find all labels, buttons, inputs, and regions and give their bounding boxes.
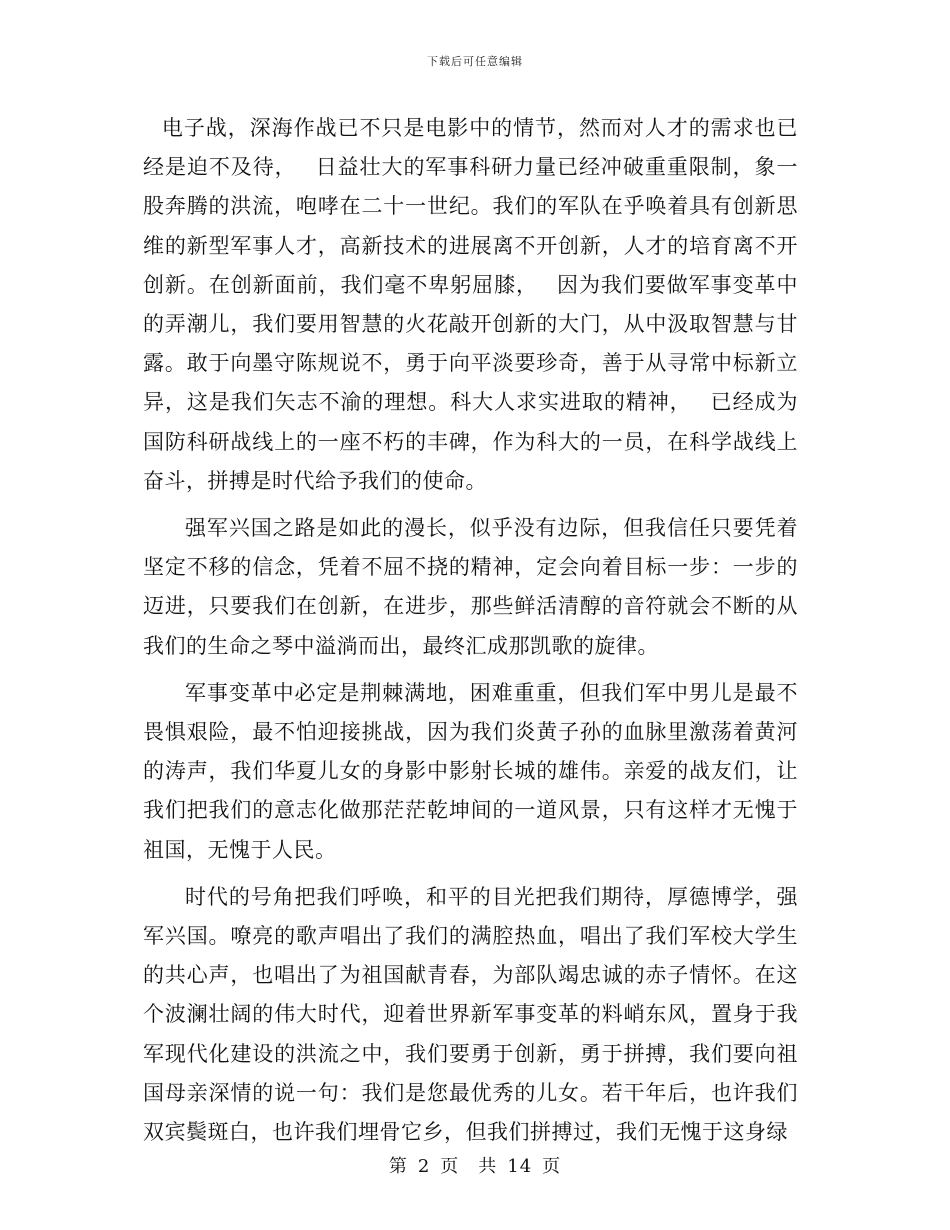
page-header: 下载后可任意编辑 bbox=[427, 55, 523, 68]
paragraph-3: 军事变革中必定是荆棘满地，困难重重，但我们军中男儿是最不畏惧艰险，最不怕迎接挑战，因为我们炎黄子孙的血脉里激荡着黄河的涛声，我们华夏儿女的身影中影射长城的雄伟。亲爱的战友们，让我们把我们的意志化做那茫茫乾坤间的一道风景，只有这样才无愧于祖国，无愧于人民。 bbox=[143, 680, 798, 862]
footer-suffix: 页 bbox=[542, 1156, 562, 1177]
document-body bbox=[143, 109, 798, 1152]
paragraph-1: 电子战，深海作战已不只是电影中的情节，然而对人才的需求也已经是迫不及待， 日益壮大的军事科研力量已经冲破重重限制，象一股奔腾的洪流，咆哮在二十一世纪。我们的军队在乎唤着具有创新思维的新型军事人才，高新技术的进展离不开创新，人才的培育离不开创新。在创新面前，我们毫不卑躬屈膝， 因为我们要做军事变革中的弄潮儿，我们要用智慧的火花敲开创新的大门，从中汲取智慧与甘露。敢于向墨守陈规说不，勇于向平淡要珍奇，善于从寻常中标新立异，这是我们矢志不渝的理想。科大人求实进取的精神， 已经成为国防科研战线上的一座不朽的丰碑，作为科大的一员，在科学战线上奋斗，拼搏是时代给予我们的使命。 bbox=[143, 116, 798, 493]
page-number: 2 bbox=[417, 1156, 431, 1177]
page-footer bbox=[0, 1152, 950, 1178]
paragraph-2: 强军兴国之路是如此的漫长，似乎没有边际，但我信任只要凭着坚定不移的信念，凭着不屈不挠的精神，定会向着目标一步：一步的迈进，只要我们在创新，在进步，那些鲜活清醇的音符就会不断的从我们的生命之琴中溢淌而出，最终汇成那凯歌的旋律。 bbox=[143, 516, 798, 658]
page-total: 14 bbox=[507, 1156, 533, 1177]
footer-middle: 页 共 bbox=[440, 1156, 498, 1177]
footer-prefix: 第 bbox=[388, 1156, 408, 1177]
paragraph-4: 时代的号角把我们呼唤，和平的目光把我们期待，厚德博学，强军兴国。嘹亮的歌声唱出了我们的满腔热血，唱出了我们军校大学生的共心声，也唱出了为祖国献青春，为部队竭忠诚的赤子情怀。在这个波澜壮阔的伟大时代，迎着世界新军事变革的料峭东风，置身于我军现代化建设的洪流之中，我们要勇于创新，勇于拼搏，我们要向祖国母亲深情的说一句：我们是您最优秀的儿女。若干年后，也许我们双宾鬓斑白，也许我们埋骨它乡，但我们拼搏过，我们无愧于这身绿 bbox=[143, 884, 798, 1145]
